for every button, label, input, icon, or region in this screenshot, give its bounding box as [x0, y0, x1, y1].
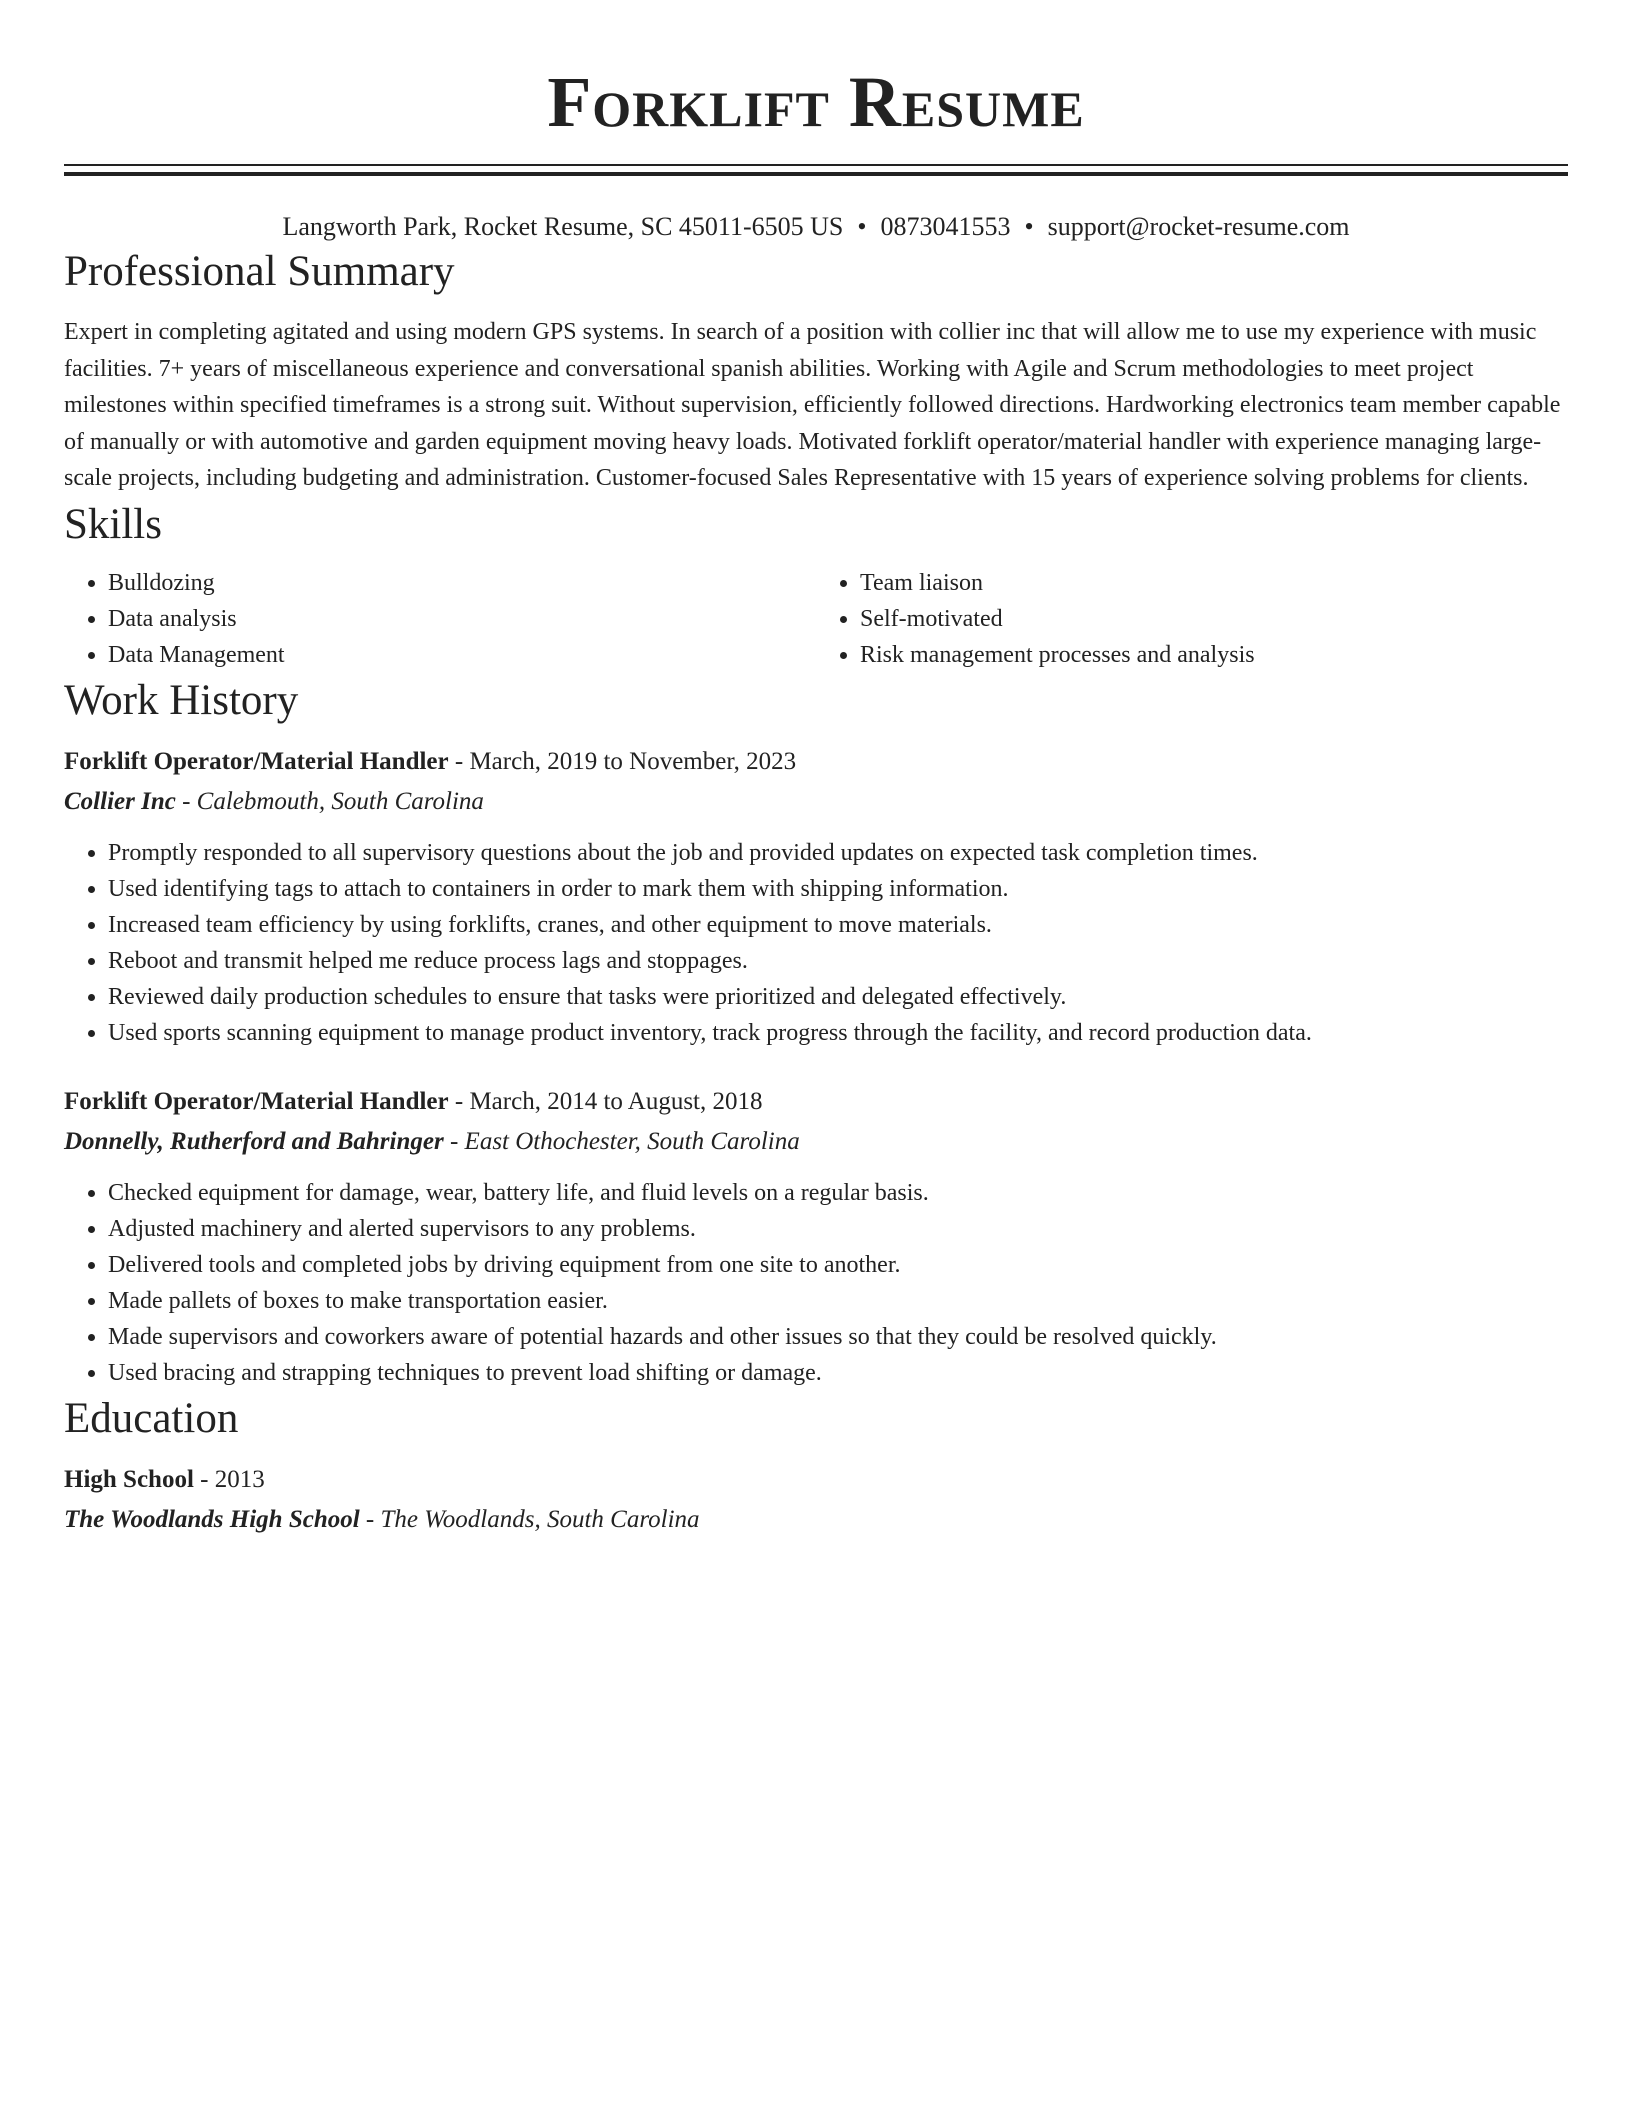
contact-address: Langworth Park, Rocket Resume, SC 45011-6505 US — [282, 212, 844, 241]
job-duty: • Delivered tools and completed jobs by driving equipment from one site to another. — [108, 1247, 1568, 1283]
job-title-line — [64, 1083, 1568, 1121]
job-duty: • Used sports scanning equipment to manage product inventory, track progress through the facility, and record production data. — [108, 1015, 1568, 1051]
education-degree: High School — [64, 1465, 194, 1493]
dash-separator: - — [449, 1127, 459, 1155]
contact-line — [64, 210, 1568, 244]
job-entry — [64, 1083, 1568, 1391]
job-company-line — [64, 1123, 1568, 1161]
education-school-line — [64, 1501, 1568, 1539]
job-duty: • Made pallets of boxes to make transportation easier. — [108, 1283, 1568, 1319]
skill-item: • Risk management processes and analysis — [860, 637, 1568, 673]
skill-item: • Team liaison — [860, 565, 1568, 601]
job-role: Forklift Operator/Material Handler — [64, 747, 449, 775]
job-duty: • Increased team efficiency by using forklifts, cranes, and other equipment to move materials. — [108, 907, 1568, 943]
education-heading: Education — [64, 1394, 239, 1442]
skill-item: • Data Management — [108, 637, 816, 673]
job-company: Donnelly, Rutherford and Bahringer — [64, 1127, 444, 1155]
job-duty: • Used bracing and strapping techniques to prevent load shifting or damage. — [108, 1355, 1568, 1391]
dash-separator: - — [182, 787, 191, 815]
skill-item: • Self-motivated — [860, 601, 1568, 637]
skills-list-left — [64, 565, 816, 673]
job-duty: • Made supervisors and coworkers aware of potential hazards and other issues so that they could be resolved quickly. — [108, 1319, 1568, 1355]
education-year: 2013 — [214, 1465, 265, 1493]
job-dates: March, 2014 to August, 2018 — [469, 1087, 763, 1115]
skills-heading: Skills — [64, 500, 162, 548]
job-company: Collier Inc — [64, 787, 176, 815]
job-duty: • Promptly responded to all supervisory questions about the job and provided updates on expected task completion times. — [108, 835, 1568, 871]
job-role: Forklift Operator/Material Handler — [64, 1087, 449, 1115]
job-title-line — [64, 743, 1568, 781]
skill-item: • Data analysis — [108, 601, 816, 637]
summary-heading: Professional Summary — [64, 248, 455, 295]
contact-separator: • — [1024, 212, 1034, 241]
work-history-heading: Work History — [64, 676, 299, 724]
contact-separator: • — [857, 212, 867, 241]
dash-separator: - — [454, 747, 464, 775]
job-entry — [64, 743, 1568, 1051]
skills-columns — [64, 565, 1568, 673]
job-duty: • Checked equipment for damage, wear, battery life, and fluid levels on a regular basis. — [108, 1175, 1568, 1211]
education-degree-line — [64, 1461, 1568, 1499]
job-dates: March, 2019 to November, 2023 — [469, 747, 797, 775]
job-duty: • Reviewed daily production schedules to ensure that tasks were prioritized and delegated effectively. — [108, 979, 1568, 1015]
title-divider-thick — [64, 172, 1568, 176]
skills-list-right — [816, 565, 1568, 673]
contact-email[interactable]: support@rocket-resume.com — [1047, 212, 1350, 241]
job-duty: • Adjusted machinery and alerted supervisors to any problems. — [108, 1211, 1568, 1247]
contact-phone: 0873041553 — [880, 212, 1011, 241]
job-duties-list — [64, 835, 1568, 1051]
dash-separator: - — [365, 1505, 375, 1533]
skill-item: • Bulldozing — [108, 565, 816, 601]
title-divider-thin — [64, 164, 1568, 166]
dash-separator: - — [454, 1087, 464, 1115]
job-location: Calebmouth, South Carolina — [196, 787, 484, 815]
dash-separator: - — [200, 1465, 209, 1493]
education-location: The Woodlands, South Carolina — [380, 1505, 700, 1533]
job-duties-list — [64, 1175, 1568, 1391]
job-location: East Othochester, South Carolina — [464, 1127, 800, 1155]
job-company-line — [64, 783, 1568, 821]
job-duty: • Reboot and transmit helped me reduce process lags and stoppages. — [108, 943, 1568, 979]
resume-title: Forklift Resume — [547, 62, 1085, 142]
education-school: The Woodlands High School — [64, 1505, 360, 1533]
job-duty: • Used identifying tags to attach to containers in order to mark them with shipping information. — [108, 871, 1568, 907]
summary-text: Expert in completing agitated and using modern GPS systems. In search of a position with collier inc that will allow me to use my experience with music facilities. 7+ years of miscellaneous experience and conversational spanish abilities. Working with Agile and Scrum methodologies to meet project milestones within specified timeframes is a strong suit. Without supervision, efficiently followed directions. Hardworking electronics team member capable of manually or with automotive and garden equipment moving heavy loads. Motivated forklift operator/material handler with experience managing large-scale projects, including budgeting and administration. Customer-focused Sales Representative with 15 years of experience solving problems for clients. — [64, 319, 1561, 491]
